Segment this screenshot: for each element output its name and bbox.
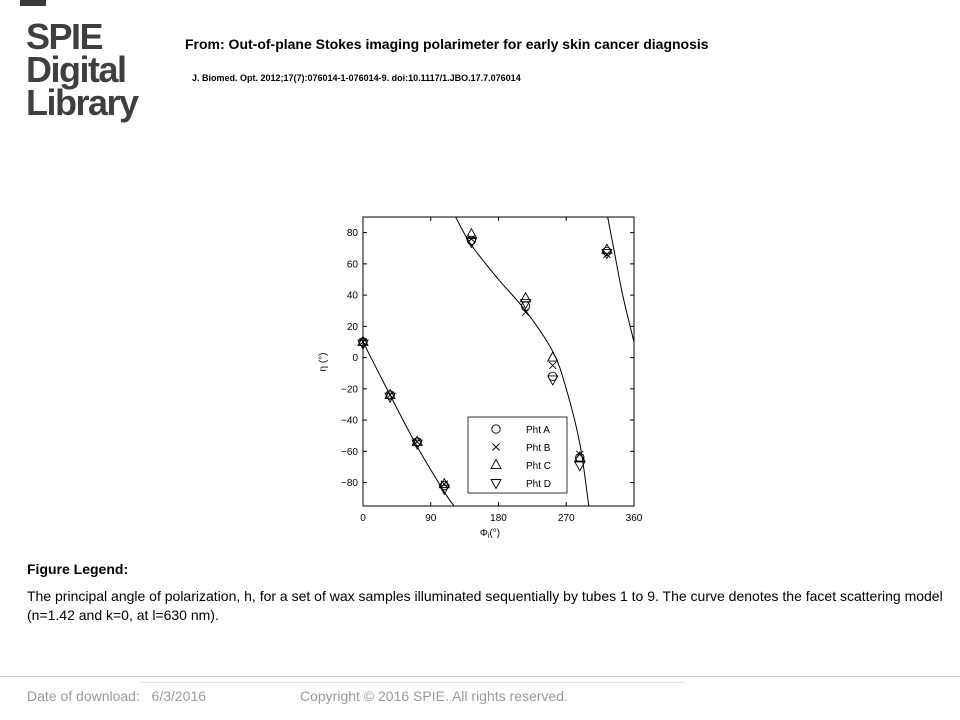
x-axis-label-symbol: Φ	[479, 528, 488, 539]
y-tick-label: 80	[346, 228, 358, 240]
logo-line-3: Library	[26, 82, 138, 123]
x-tick-label: 180	[490, 513, 507, 524]
y-axis-label	[318, 353, 329, 372]
download-date-label: Date of download:	[27, 688, 140, 704]
model-curve-1	[363, 342, 454, 506]
figure-legend-title: Figure Legend:	[27, 561, 129, 577]
spie-digital-library-logo[interactable]	[26, 16, 156, 123]
y-tick-label: 20	[346, 321, 358, 333]
y-tick-label: 0	[352, 353, 358, 365]
logo-line-1: SPIE	[26, 16, 103, 57]
y-tick-label: −40	[341, 415, 358, 427]
x-axis-label-unit: (°)	[489, 528, 501, 539]
x-tick-label: 360	[625, 513, 643, 524]
chart-legend	[468, 417, 567, 493]
pht-c-point	[521, 293, 531, 302]
x-tick-label: 90	[425, 513, 437, 524]
x-tick-label: 0	[360, 513, 366, 524]
legend-label-pht-a: Pht A	[526, 425, 550, 436]
legend-label-pht-d: Pht D	[526, 479, 552, 490]
legend-box	[468, 417, 567, 493]
legend-label-pht-c: Pht C	[526, 461, 552, 472]
logo-line-2: Digital	[26, 49, 126, 90]
corner-mark	[20, 0, 46, 6]
y-tick-label: −80	[341, 478, 358, 490]
x-tick-label: 270	[557, 513, 575, 524]
article-title: From: Out-of-plane Stokes imaging polarimeter for early skin cancer diagnosis	[185, 36, 709, 52]
polarization-angle-chart	[300, 200, 660, 540]
download-date-value: 6/3/2016	[151, 688, 207, 704]
pht-b-point	[549, 362, 556, 369]
y-tick-label: 40	[346, 290, 358, 302]
legend-label-pht-b: Pht B	[526, 443, 551, 454]
footer-divider-secondary	[140, 682, 685, 683]
article-citation: J. Biomed. Opt. 2012;17(7):076014-1-076014-9. doi:10.1117/1.JBO.17.7.076014	[192, 73, 521, 83]
y-tick-label: 60	[346, 259, 358, 271]
y-tick-label: −20	[341, 384, 358, 396]
copyright-notice: Copyright © 2016 SPIE. All rights reserved.	[300, 688, 568, 704]
figure-legend-text: The principal angle of polarization, h, for a set of wax samples illuminated sequentially by tubes 1 to 9. The curve denotes the facet scattering model (n=1.42 and k=0, at l=630 nm).	[27, 588, 943, 623]
y-axis-label-text: η (°)	[318, 352, 329, 372]
x-axis-label-subscript: i	[487, 533, 490, 540]
x-axis-label	[480, 528, 500, 540]
y-tick-label: −60	[341, 446, 358, 458]
footer-divider	[0, 676, 960, 677]
download-date	[27, 688, 206, 704]
model-curve-3	[608, 217, 634, 342]
